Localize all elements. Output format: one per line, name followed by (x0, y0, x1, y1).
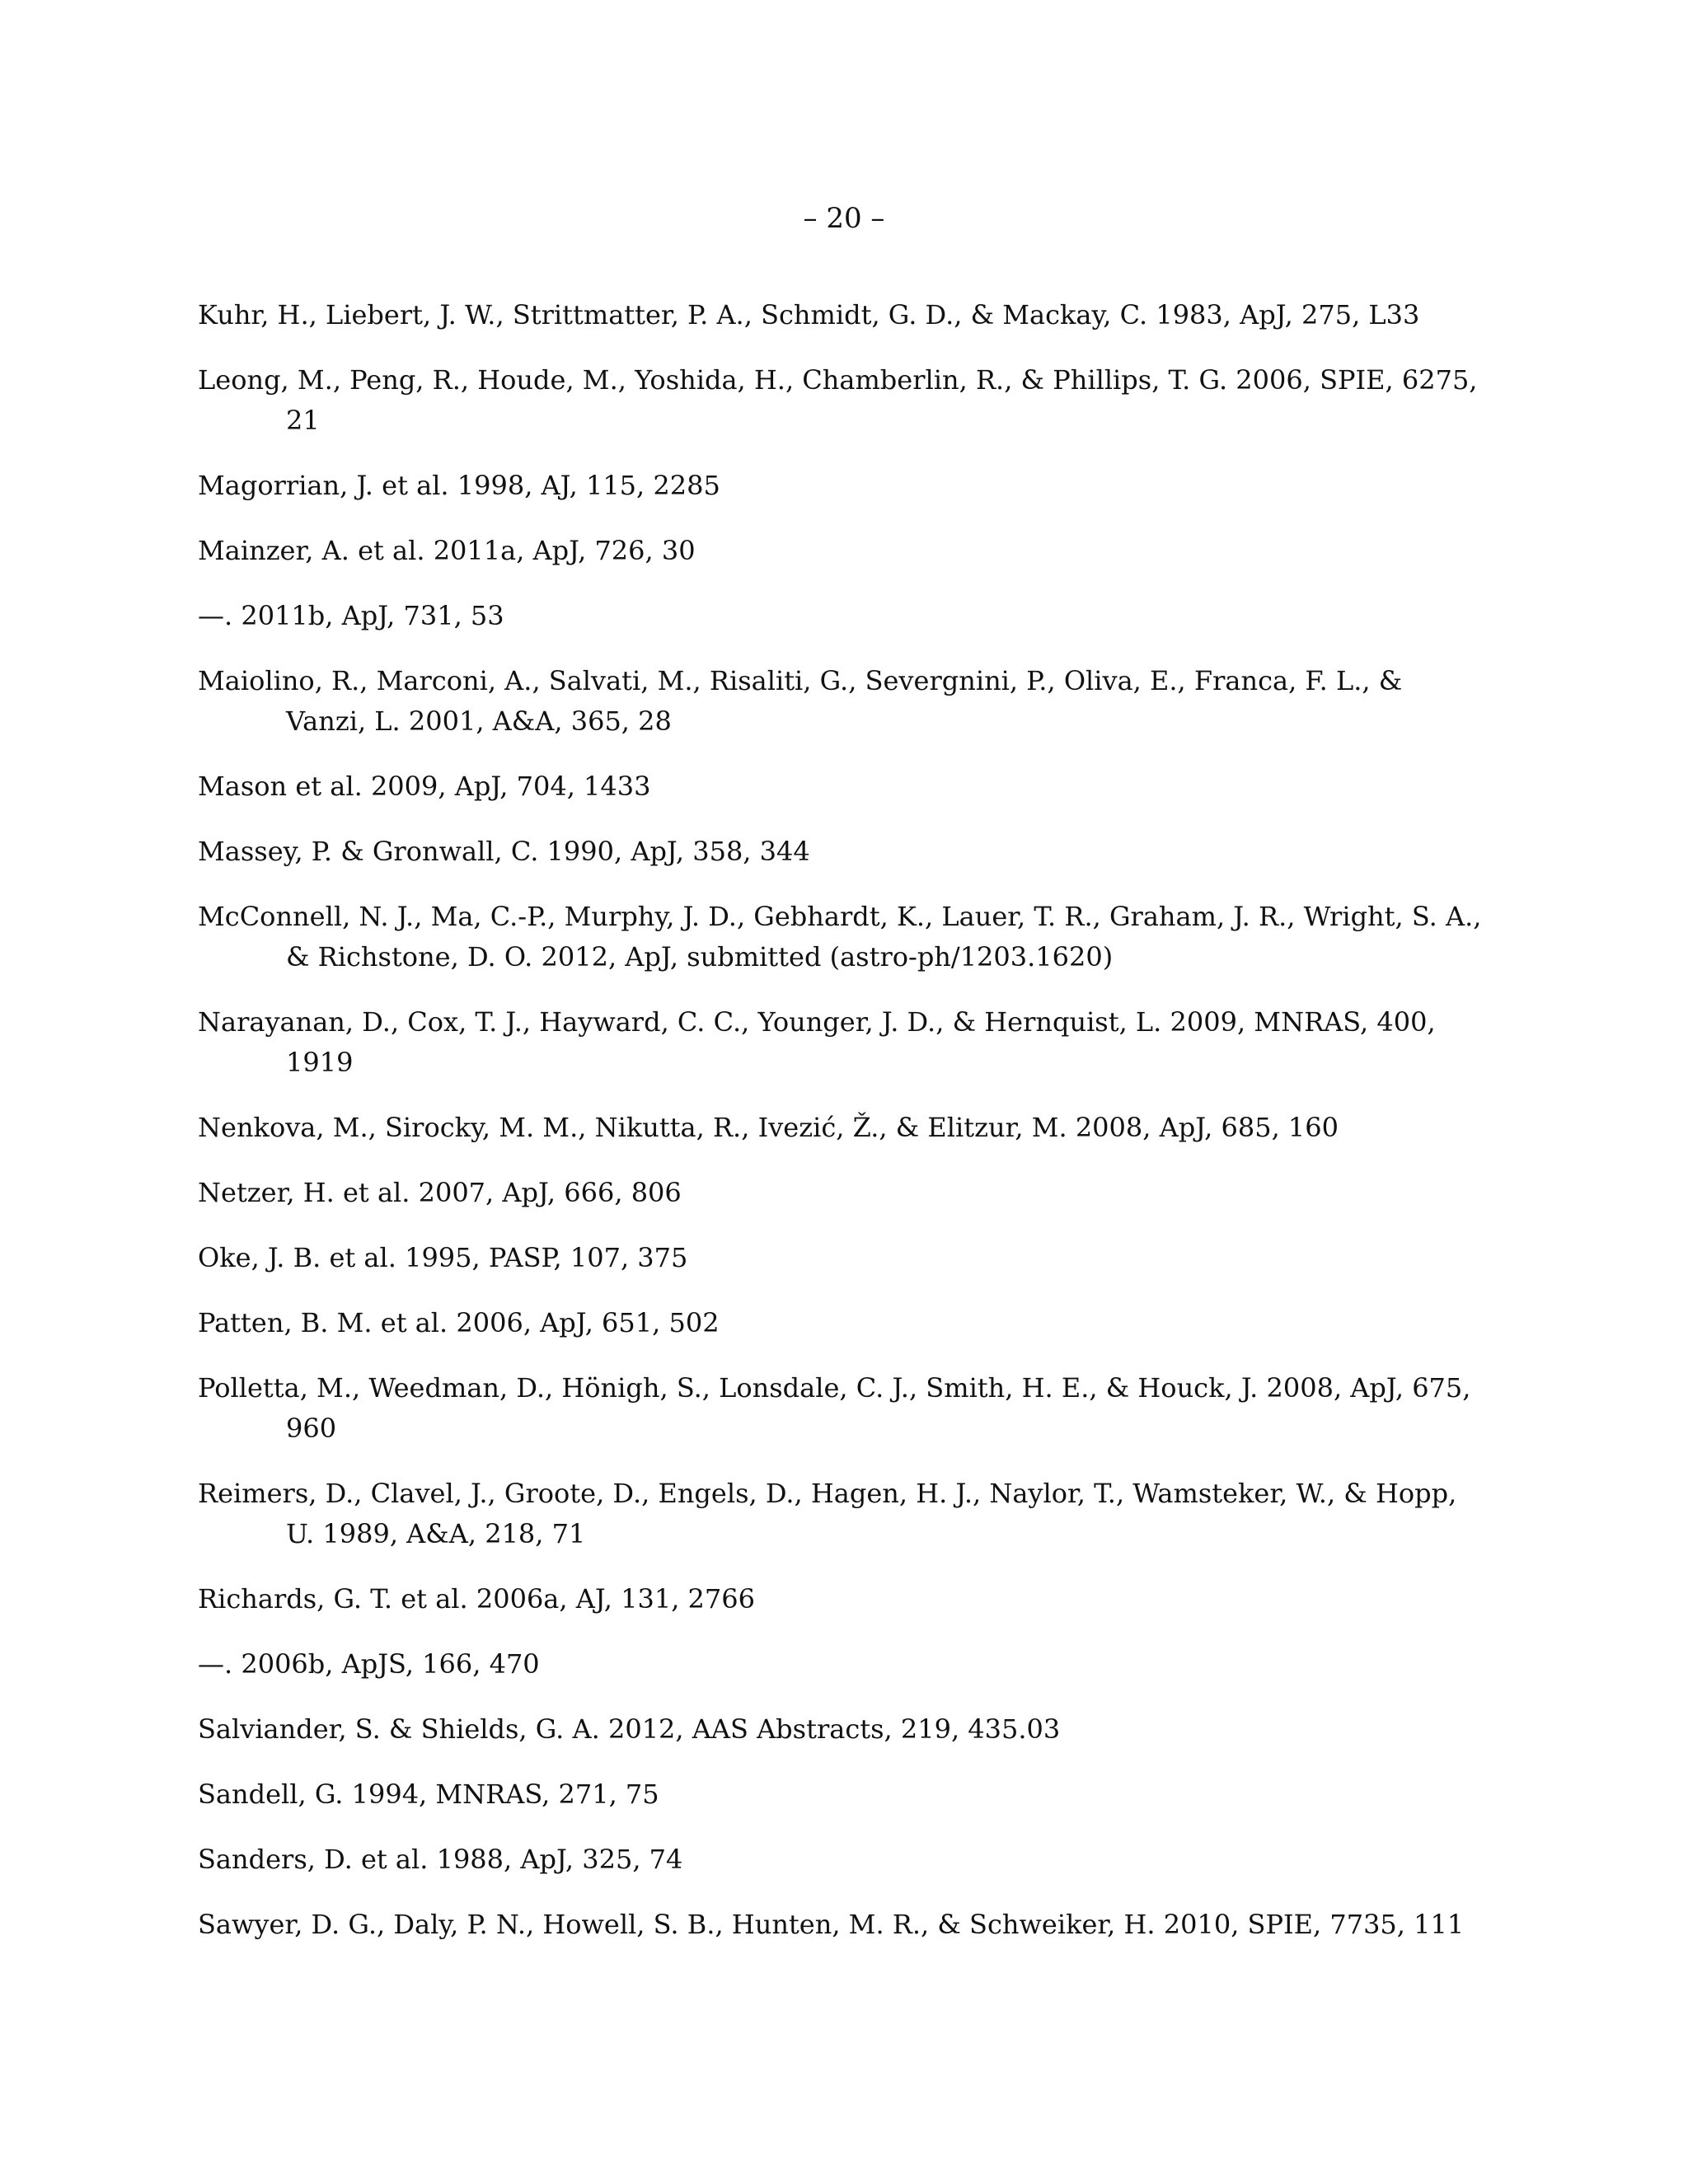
reference-entry: —. 2006b, ApJS, 166, 470 (198, 1648, 540, 1680)
reference-entry: Leong, M., Peng, R., Houde, M., Yoshida, H., Chamberlin, R., & Phillips, T. G. 2006, SPIE, 6275, 21 (198, 364, 1478, 436)
reference-entry: Oke, J. B. et al. 1995, PASP, 107, 375 (198, 1242, 688, 1273)
reference-entry: McConnell, N. J., Ma, C.-P., Murphy, J. D., Gebhardt, K., Lauer, T. R., Graham, J. R., Wright, S. A., & Richstone, D. O. 2012, ApJ, submitted (astro-ph/1203.1620) (198, 901, 1482, 972)
reference-entry: Sandell, G. 1994, MNRAS, 271, 75 (198, 1779, 659, 1810)
reference-entry: Kuhr, H., Liebert, J. W., Strittmatter, P. A., Schmidt, G. D., & Mackay, C. 1983, ApJ, 275, L33 (198, 299, 1420, 330)
reference-entry: Nenkova, M., Sirocky, M. M., Nikutta, R., Ivezić, Ž., & Elitzur, M. 2008, ApJ, 685, 160 (198, 1112, 1339, 1143)
reference-entry: Polletta, M., Weedman, D., Hönigh, S., Lonsdale, C. J., Smith, H. E., & Houck, J. 2008, ApJ, 675, 960 (198, 1372, 1471, 1444)
reference-entry: Patten, B. M. et al. 2006, ApJ, 651, 502 (198, 1307, 720, 1338)
reference-entry: Mason et al. 2009, ApJ, 704, 1433 (198, 771, 651, 802)
reference-entry: Netzer, H. et al. 2007, ApJ, 666, 806 (198, 1177, 682, 1208)
reference-entry: Salviander, S. & Shields, G. A. 2012, AAS Abstracts, 219, 435.03 (198, 1713, 1061, 1745)
reference-entry: Sanders, D. et al. 1988, ApJ, 325, 74 (198, 1844, 683, 1875)
reference-entry: Mainzer, A. et al. 2011a, ApJ, 726, 30 (198, 535, 696, 566)
reference-entry: Maiolino, R., Marconi, A., Salvati, M., Risaliti, G., Severgnini, P., Oliva, E., Franca, F. L., & Vanzi, L. 2001, A&A, 365, 28 (198, 665, 1403, 737)
reference-entry: Magorrian, J. et al. 1998, AJ, 115, 2285 (198, 470, 720, 501)
reference-entry: Richards, G. T. et al. 2006a, AJ, 131, 2766 (198, 1583, 755, 1615)
reference-entry: Reimers, D., Clavel, J., Groote, D., Engels, D., Hagen, H. J., Naylor, T., Wamsteker, W., & Hopp, U. 1989, A&A, 218, 71 (198, 1478, 1457, 1549)
reference-entry: Massey, P. & Gronwall, C. 1990, ApJ, 358, 344 (198, 836, 810, 867)
reference-entry: —. 2011b, ApJ, 731, 53 (198, 600, 504, 631)
reference-list (198, 295, 1484, 1970)
page-number: – 20 – (803, 202, 885, 235)
reference-entry: Sawyer, D. G., Daly, P. N., Howell, S. B., Hunten, M. R., & Schweiker, H. 2010, SPIE, 7735, 111 (198, 1909, 1465, 1940)
reference-entry: Narayanan, D., Cox, T. J., Hayward, C. C., Younger, J. D., & Hernquist, L. 2009, MNRAS, 400, 1919 (198, 1006, 1436, 1078)
